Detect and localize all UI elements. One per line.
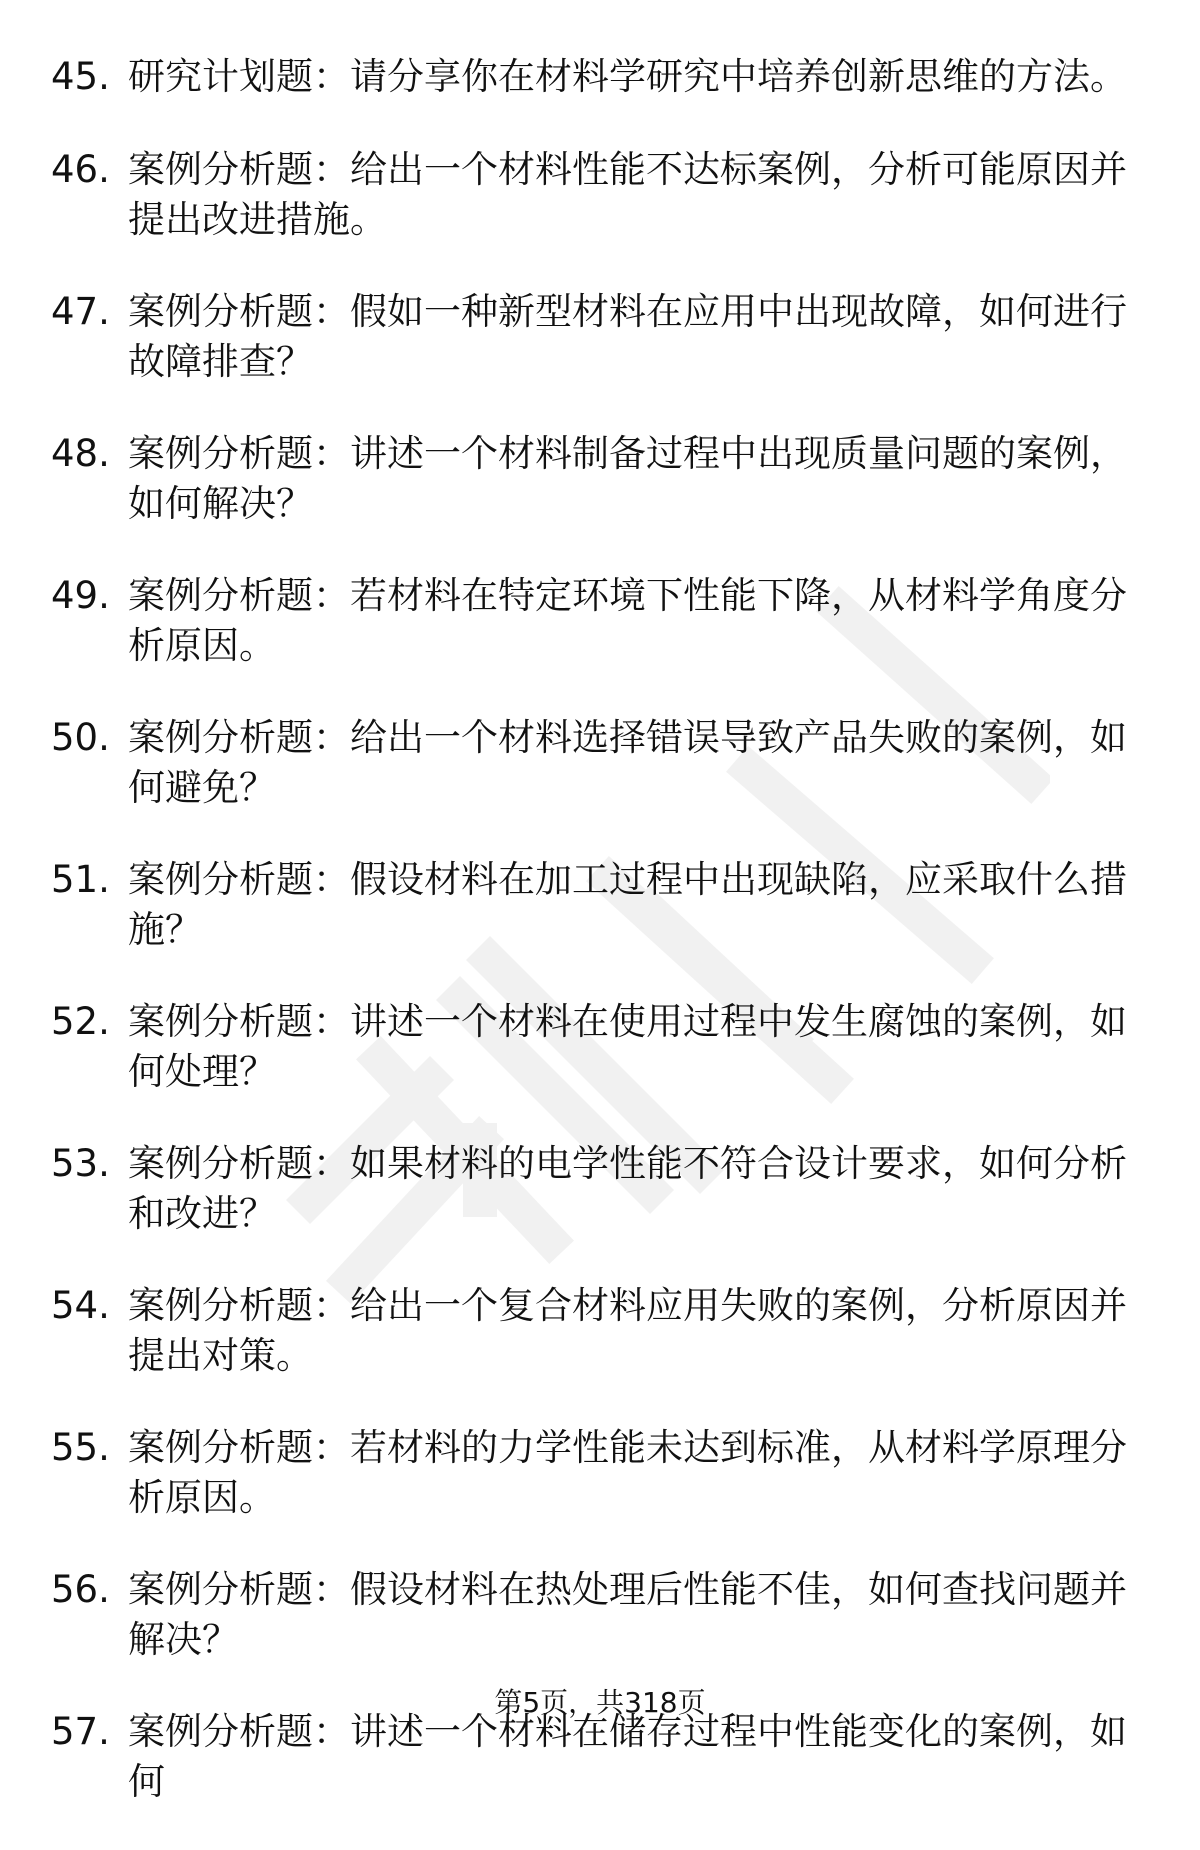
question-text: 案例分析题：讲述一个材料在使用过程中发生腐蚀的案例，如何处理？ bbox=[128, 1000, 1127, 1093]
page-footer: 第5页，共318页 bbox=[494, 1686, 706, 1719]
question-text: 案例分析题：如果材料的电学性能不符合设计要求，如何分析和改进？ bbox=[128, 1142, 1127, 1235]
question-number: 45. bbox=[51, 55, 110, 98]
question-number: 47. bbox=[51, 290, 110, 333]
question-text: 案例分析题：假设材料在加工过程中出现缺陷，应采取什么措施？ bbox=[128, 858, 1127, 951]
question-text: 案例分析题：若材料的力学性能未达到标准，从材料学原理分析原因。 bbox=[128, 1426, 1127, 1519]
question-item bbox=[0, 52, 1200, 102]
question-number: 50. bbox=[51, 716, 110, 759]
question-item bbox=[0, 571, 1200, 671]
question-item bbox=[0, 287, 1200, 387]
question-number: 56. bbox=[51, 1568, 110, 1611]
question-item bbox=[0, 1139, 1200, 1239]
question-item bbox=[0, 713, 1200, 813]
question-text: 案例分析题：给出一个材料选择错误导致产品失败的案例，如何避免？ bbox=[128, 716, 1127, 809]
question-item bbox=[0, 1707, 1200, 1807]
question-text: 案例分析题：若材料在特定环境下性能下降，从材料学角度分析原因。 bbox=[128, 574, 1127, 667]
question-number: 48. bbox=[51, 432, 110, 475]
question-text: 案例分析题：讲述一个材料在储存过程中性能变化的案例，如何 bbox=[128, 1710, 1127, 1803]
question-text: 案例分析题：假如一种新型材料在应用中出现故障，如何进行故障排查？ bbox=[128, 290, 1127, 383]
question-item bbox=[0, 855, 1200, 955]
question-text: 研究计划题：请分享你在材料学研究中培养创新思维的方法。 bbox=[128, 55, 1127, 98]
question-item bbox=[0, 429, 1200, 529]
question-text: 案例分析题：假设材料在热处理后性能不佳，如何查找问题并解决？ bbox=[128, 1568, 1127, 1661]
question-text: 案例分析题：给出一个复合材料应用失败的案例，分析原因并提出对策。 bbox=[128, 1284, 1127, 1377]
question-text: 案例分析题：给出一个材料性能不达标案例，分析可能原因并提出改进措施。 bbox=[128, 148, 1127, 241]
question-item bbox=[0, 145, 1200, 245]
question-number: 53. bbox=[51, 1142, 110, 1185]
question-item bbox=[0, 1281, 1200, 1381]
question-item bbox=[0, 997, 1200, 1097]
question-list bbox=[0, 52, 1200, 1850]
question-text: 案例分析题：讲述一个材料制备过程中出现质量问题的案例，如何解决？ bbox=[128, 432, 1127, 525]
question-item bbox=[0, 1423, 1200, 1523]
question-number: 49. bbox=[51, 574, 110, 617]
question-item bbox=[0, 1565, 1200, 1665]
question-number: 46. bbox=[51, 148, 110, 191]
question-number: 54. bbox=[51, 1284, 110, 1327]
question-number: 52. bbox=[51, 1000, 110, 1043]
question-number: 57. bbox=[51, 1710, 110, 1753]
question-number: 51. bbox=[51, 858, 110, 901]
question-number: 55. bbox=[51, 1426, 110, 1469]
